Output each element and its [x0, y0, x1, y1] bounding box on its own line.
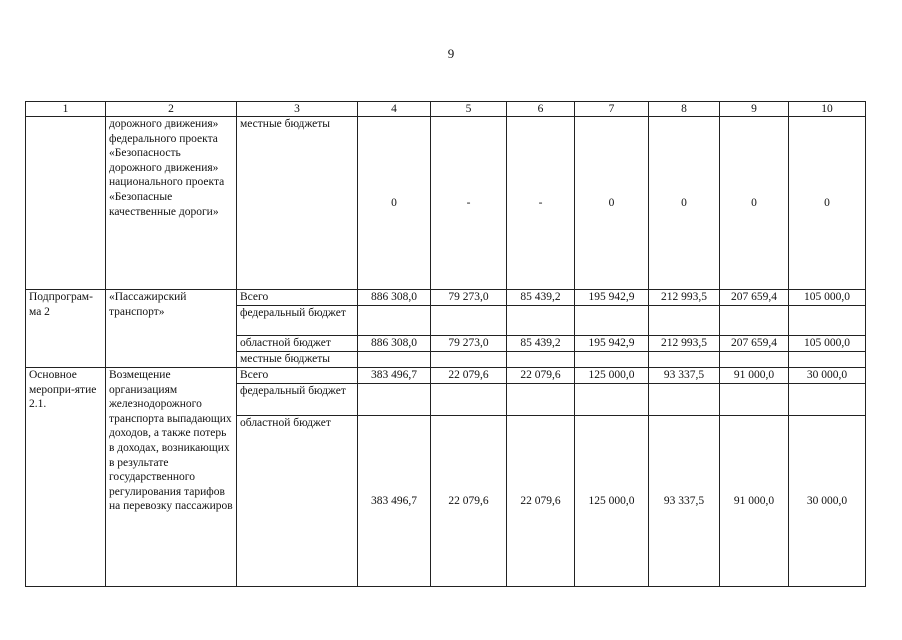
- value-cell: [789, 306, 866, 336]
- value-cell: [575, 384, 649, 416]
- value-cell: 125 000,0: [575, 416, 649, 587]
- value-cell: 30 000,0: [789, 416, 866, 587]
- value-cell: 125 000,0: [575, 368, 649, 384]
- value-cell: 105 000,0: [789, 336, 866, 352]
- value-cell: [720, 306, 789, 336]
- page-number: 9: [447, 46, 455, 61]
- value-cell: -: [507, 117, 575, 290]
- value-cell: [649, 306, 720, 336]
- table-row: [26, 368, 866, 384]
- value-cell: 79 273,0: [431, 336, 507, 352]
- value-cell: [507, 306, 575, 336]
- value-cell: [649, 384, 720, 416]
- value-cell: 22 079,6: [431, 416, 507, 587]
- value-cell: 91 000,0: [720, 416, 789, 587]
- funding-source-cell: областной бюджет: [237, 416, 358, 587]
- value-cell: 195 942,9: [575, 290, 649, 306]
- budget-table: [25, 101, 866, 587]
- value-cell: 93 337,5: [649, 368, 720, 384]
- value-cell: 212 993,5: [649, 290, 720, 306]
- funding-source-cell: федеральный бюджет: [237, 306, 358, 336]
- value-cell: 0: [789, 117, 866, 290]
- value-cell: 22 079,6: [507, 416, 575, 587]
- value-cell: [720, 384, 789, 416]
- header-cell: 6: [507, 102, 575, 117]
- funding-source-cell: областной бюджет: [237, 336, 358, 352]
- value-cell: [358, 352, 431, 368]
- header-cell: 3: [237, 102, 358, 117]
- value-cell: 22 079,6: [507, 368, 575, 384]
- value-cell: 91 000,0: [720, 368, 789, 384]
- header-cell: 10: [789, 102, 866, 117]
- value-cell: 30 000,0: [789, 368, 866, 384]
- funding-source-cell: местные бюджеты: [237, 117, 358, 290]
- value-cell: 0: [575, 117, 649, 290]
- value-cell: [431, 352, 507, 368]
- value-cell: 207 659,4: [720, 290, 789, 306]
- header-cell: 1: [26, 102, 106, 117]
- value-cell: 212 993,5: [649, 336, 720, 352]
- header-cell: 5: [431, 102, 507, 117]
- program-code-cell: [26, 117, 106, 290]
- value-cell: [789, 384, 866, 416]
- value-cell: 886 308,0: [358, 336, 431, 352]
- value-cell: 886 308,0: [358, 290, 431, 306]
- value-cell: 383 496,7: [358, 416, 431, 587]
- value-cell: [507, 384, 575, 416]
- program-name-cell: дорожного движения» федерального проекта «Безопасность дорожного движения» национального проекта «Безопасные качественные дороги»: [106, 117, 237, 290]
- value-cell: [358, 384, 431, 416]
- header-cell: 7: [575, 102, 649, 117]
- value-cell: 0: [720, 117, 789, 290]
- table-header-row: [26, 102, 866, 117]
- header-cell: 2: [106, 102, 237, 117]
- program-name-cell: Возмещение организациям железнодорожного транспорта выпадающих доходов, а также потерь в доходах, возникающих в результате государственного регулирования тарифов на перевозку пассажиров: [106, 368, 237, 587]
- funding-source-cell: федеральный бюджет: [237, 384, 358, 416]
- table-row: [26, 117, 866, 290]
- value-cell: [789, 352, 866, 368]
- value-cell: [507, 352, 575, 368]
- value-cell: 195 942,9: [575, 336, 649, 352]
- value-cell: 0: [358, 117, 431, 290]
- header-cell: 9: [720, 102, 789, 117]
- table-row: [26, 290, 866, 306]
- value-cell: 383 496,7: [358, 368, 431, 384]
- program-code-cell: Подпрограм-ма 2: [26, 290, 106, 368]
- value-cell: 0: [649, 117, 720, 290]
- value-cell: 22 079,6: [431, 368, 507, 384]
- value-cell: 79 273,0: [431, 290, 507, 306]
- value-cell: [431, 306, 507, 336]
- value-cell: 85 439,2: [507, 336, 575, 352]
- value-cell: [720, 352, 789, 368]
- funding-source-cell: Всего: [237, 368, 358, 384]
- value-cell: [649, 352, 720, 368]
- value-cell: 207 659,4: [720, 336, 789, 352]
- value-cell: [575, 352, 649, 368]
- value-cell: 85 439,2: [507, 290, 575, 306]
- value-cell: [431, 384, 507, 416]
- value-cell: 93 337,5: [649, 416, 720, 587]
- funding-source-cell: местные бюджеты: [237, 352, 358, 368]
- funding-source-cell: Всего: [237, 290, 358, 306]
- value-cell: 105 000,0: [789, 290, 866, 306]
- program-name-cell: «Пассажирский транспорт»: [106, 290, 237, 368]
- value-cell: [358, 306, 431, 336]
- value-cell: [575, 306, 649, 336]
- header-cell: 4: [358, 102, 431, 117]
- value-cell: -: [431, 117, 507, 290]
- program-code-cell: Основное меропри-ятие 2.1.: [26, 368, 106, 587]
- header-cell: 8: [649, 102, 720, 117]
